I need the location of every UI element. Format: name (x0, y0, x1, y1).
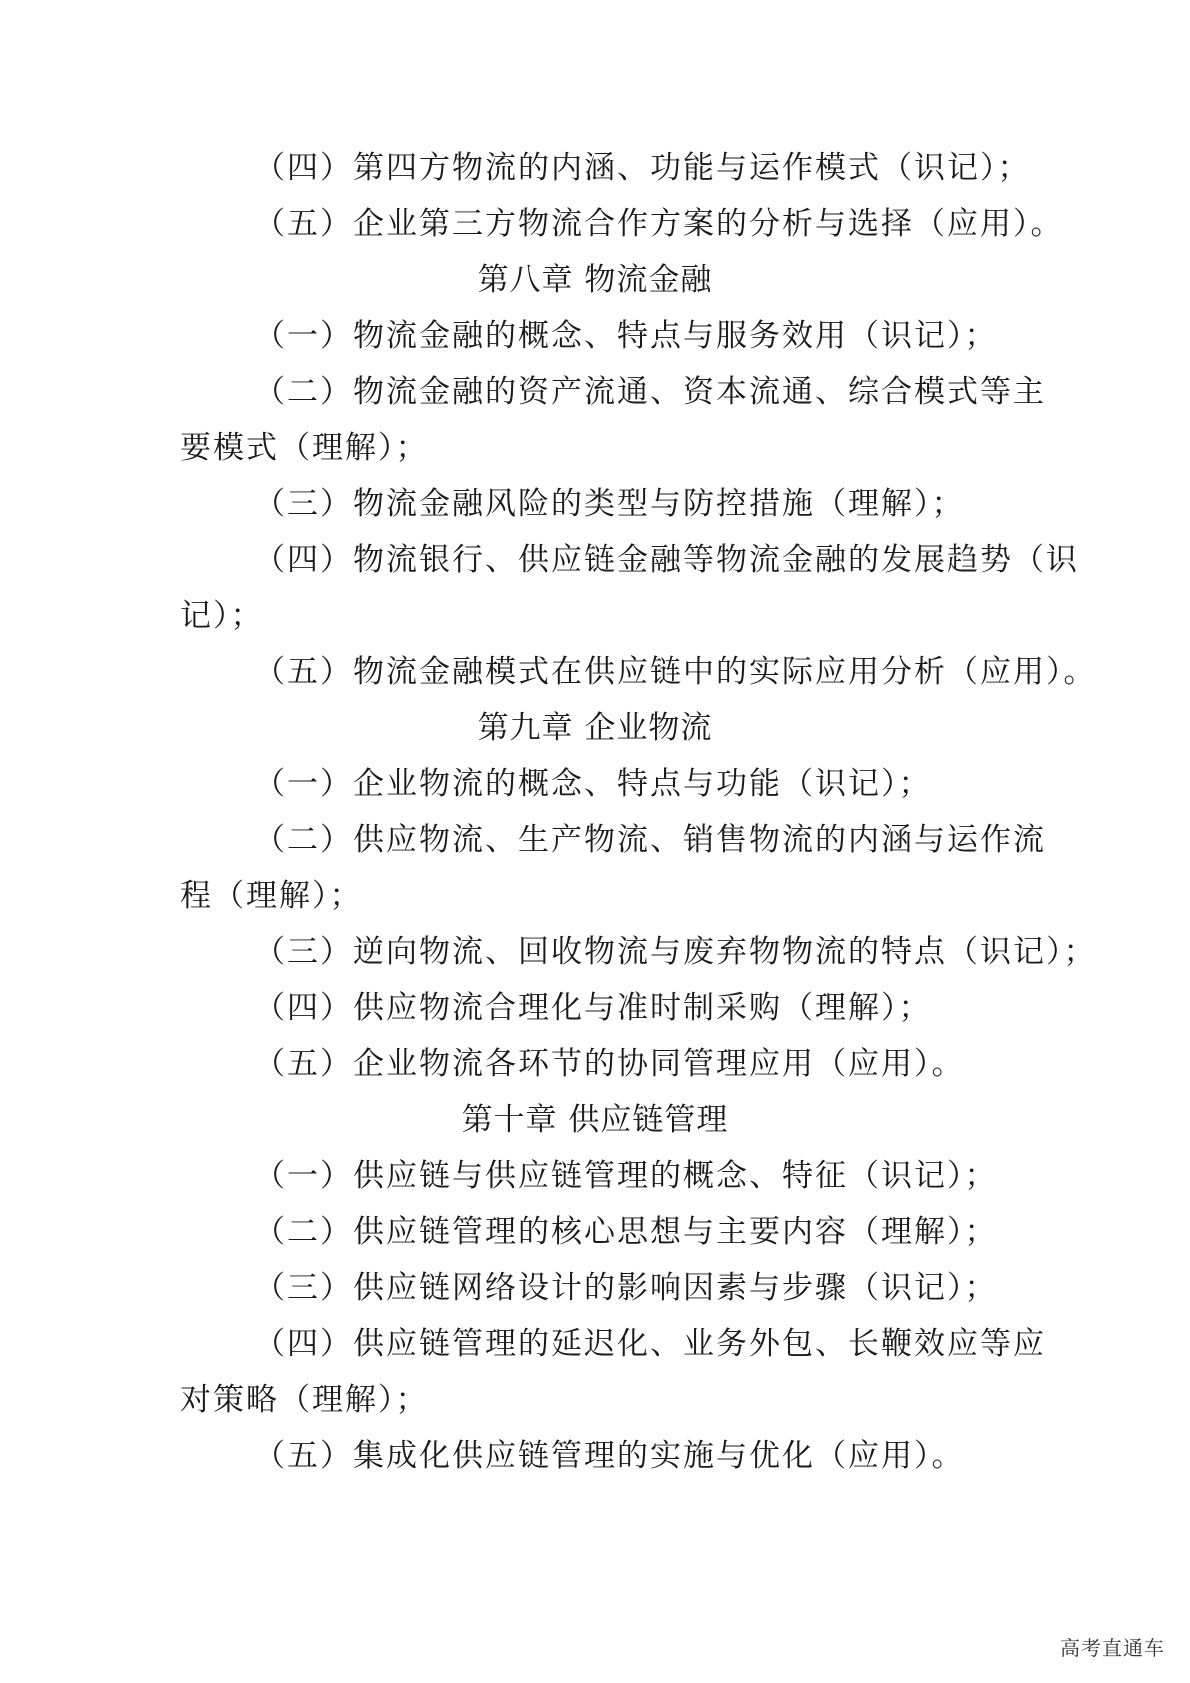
list-item: （五）集成化供应链管理的实施与优化（应用）。 (254, 1438, 965, 1474)
list-item: （四）物流银行、供应链金融等物流金融的发展趋势（识 (254, 542, 1079, 578)
list-item: （五）企业第三方物流合作方案的分析与选择（应用）。 (254, 206, 1064, 242)
chapter-heading: 第十章 供应链管理 (461, 1102, 729, 1138)
list-item-continuation: 对策略（理解）； (180, 1382, 429, 1418)
list-item: （三）物流金融风险的类型与防控措施（理解）； (254, 486, 965, 522)
list-item: （三）供应链网络设计的影响因素与步骤（识记）； (254, 1270, 998, 1306)
document-body (0, 140, 1190, 1484)
list-item: （二）供应链管理的核心思想与主要内容（理解）； (254, 1214, 998, 1250)
list-item-continuation: 要模式（理解）； (180, 430, 429, 466)
watermark: 高考直通车 (1060, 1636, 1165, 1660)
list-item: （一）物流金融的概念、特点与服务效用（识记）； (254, 318, 998, 354)
list-item: （四）供应物流合理化与准时制采购（理解）； (254, 990, 932, 1026)
list-item-continuation: 记）； (180, 598, 264, 634)
list-item: （五）企业物流各环节的协同管理应用（应用）。 (254, 1046, 965, 1082)
list-item: （三）逆向物流、回收物流与废弃物物流的特点（识记）； (254, 934, 1097, 970)
list-item: （二）供应物流、生产物流、销售物流的内涵与运作流 (254, 822, 1046, 858)
list-item: （四）供应链管理的延迟化、业务外包、长鞭效应等应 (254, 1326, 1046, 1362)
chapter-heading: 第九章 企业物流 (477, 710, 713, 746)
list-item-continuation: 程（理解）； (180, 878, 363, 914)
list-item: （二）物流金融的资产流通、资本流通、综合模式等主 (254, 374, 1046, 410)
list-item: （四）第四方物流的内涵、功能与运作模式（识记）； (254, 150, 1031, 186)
list-item: （一）企业物流的概念、特点与功能（识记）； (254, 766, 932, 802)
list-item: （五）物流金融模式在供应链中的实际应用分析（应用）。 (254, 654, 1097, 690)
list-item: （一）供应链与供应链管理的概念、特征（识记）； (254, 1158, 998, 1194)
chapter-heading: 第八章 物流金融 (477, 262, 713, 298)
